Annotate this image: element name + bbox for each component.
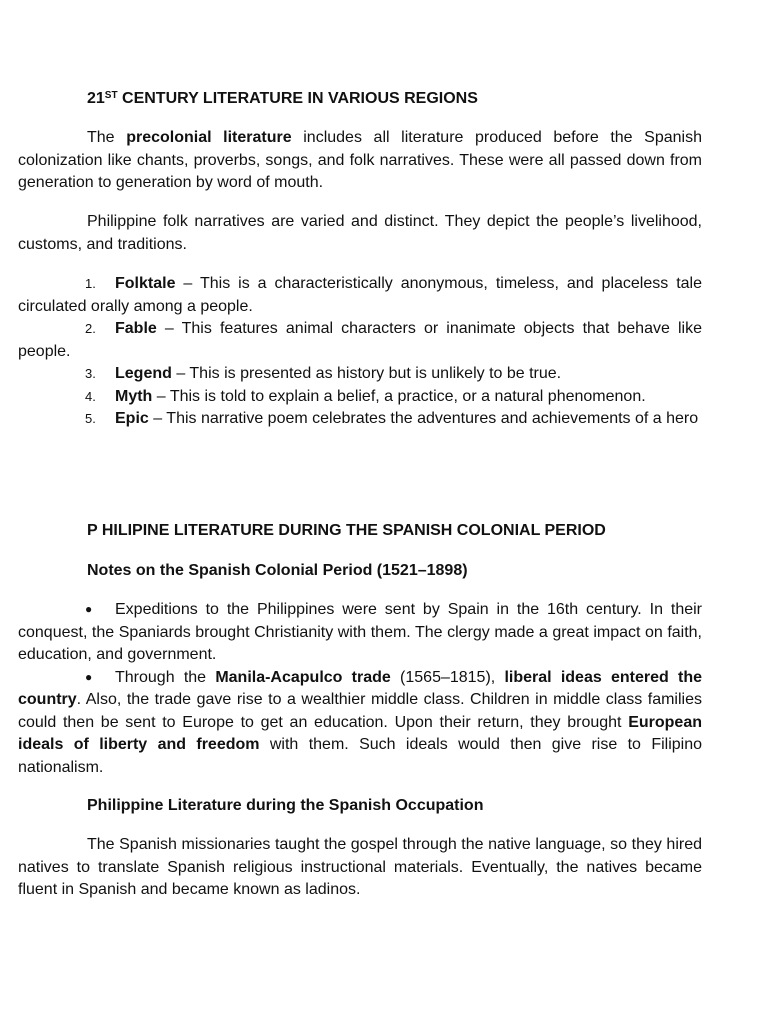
p1-bold-term: precolonial literature [126, 129, 292, 146]
list-text: – This is presented as history but is unlikely to be true. [171, 365, 562, 382]
list-text: – This is a characteristically anonymous, timeless, and placeless tale circulated orally among a people. [18, 275, 702, 315]
subtitle-spanish-occupation: Philippine Literature during the Spanish Occupation [87, 797, 484, 814]
list-item-folktale [18, 273, 702, 318]
section-title-21st-century [18, 88, 768, 110]
bullet-item-trade [18, 667, 702, 780]
folk-narrative-list [18, 273, 702, 431]
list-number: 5. [85, 411, 96, 426]
list-item-myth [18, 386, 702, 409]
colonial-notes-list [18, 599, 702, 779]
section-title-spanish-colonial: P HILIPINE LITERATURE DURING THE SPANISH COLONIAL PERIOD [87, 522, 606, 539]
paragraph-precolonial [18, 127, 702, 195]
p1-text-after: includes all literature produced before the Spanish colonization like chants, proverbs, songs, and folk narratives. These were all passed down from generation to generation by word of mouth. [18, 129, 703, 191]
subtitle-notes: Notes on the Spanish Colonial Period (1521–1898) [87, 562, 468, 579]
bullet-text: (1565–1815), [390, 668, 505, 686]
list-text: – This features animal characters or inanimate objects that behave like people. [18, 320, 702, 360]
list-term: Myth [115, 387, 153, 405]
bullet-text: Through the [115, 668, 216, 686]
list-term: Legend [115, 365, 172, 382]
bullet-icon: ● [85, 602, 93, 616]
list-number: 2. [85, 321, 96, 336]
bullet-bold-term: Manila-Acapulco trade [215, 668, 391, 686]
list-term: Epic [115, 410, 149, 427]
list-number: 4. [85, 388, 96, 404]
bullet-text: . Also, the trade gave rise to a wealthier middle class. Children in middle class families could then be sent to Europe to get an education. Upon their return, they brought [18, 691, 702, 731]
list-term: Folktale [115, 275, 176, 292]
bullet-item-expeditions [18, 599, 702, 667]
bullet-icon: ● [85, 669, 93, 684]
bullet-bold-term: liberal ideas entered the country [18, 668, 703, 708]
title-superscript: ST [104, 90, 118, 101]
list-number: 3. [85, 366, 96, 381]
title-number: 21 [87, 90, 105, 107]
p1-text-before: The [87, 129, 127, 146]
paragraph-folk-narratives: Philippine folk narratives are varied and distinct. They depict the people’s livelihood, customs, and traditions. [18, 213, 702, 253]
title-text: CENTURY LITERATURE IN VARIOUS REGIONS [117, 90, 478, 107]
bullet-text: Expeditions to the Philippines were sent by Spain in the 16th century. In their conquest, the Spaniards brought Christianity with them. The clergy made a great impact on faith, education, and government. [18, 601, 702, 663]
list-term: Fable [115, 320, 157, 337]
bullet-text: with them. Such ideals would then give rise to Filipino nationalism. [18, 736, 703, 776]
list-item-fable [18, 318, 702, 363]
list-item-legend [18, 363, 702, 386]
paragraph-missionaries: The Spanish missionaries taught the gospel through the native language, so they hired natives to translate Spanish religious instructional materials. Eventually, the natives became fluent in Spanish and became known as ladinos. [18, 836, 702, 898]
list-text: – This is told to explain a belief, a practice, or a natural phenomenon. [152, 387, 646, 405]
list-number: 1. [85, 276, 96, 291]
list-item-epic [18, 408, 702, 431]
list-text: – This narrative poem celebrates the adventures and achievements of a hero [148, 410, 699, 427]
bullet-bold-term: European ideals of liberty and freedom [18, 713, 702, 753]
